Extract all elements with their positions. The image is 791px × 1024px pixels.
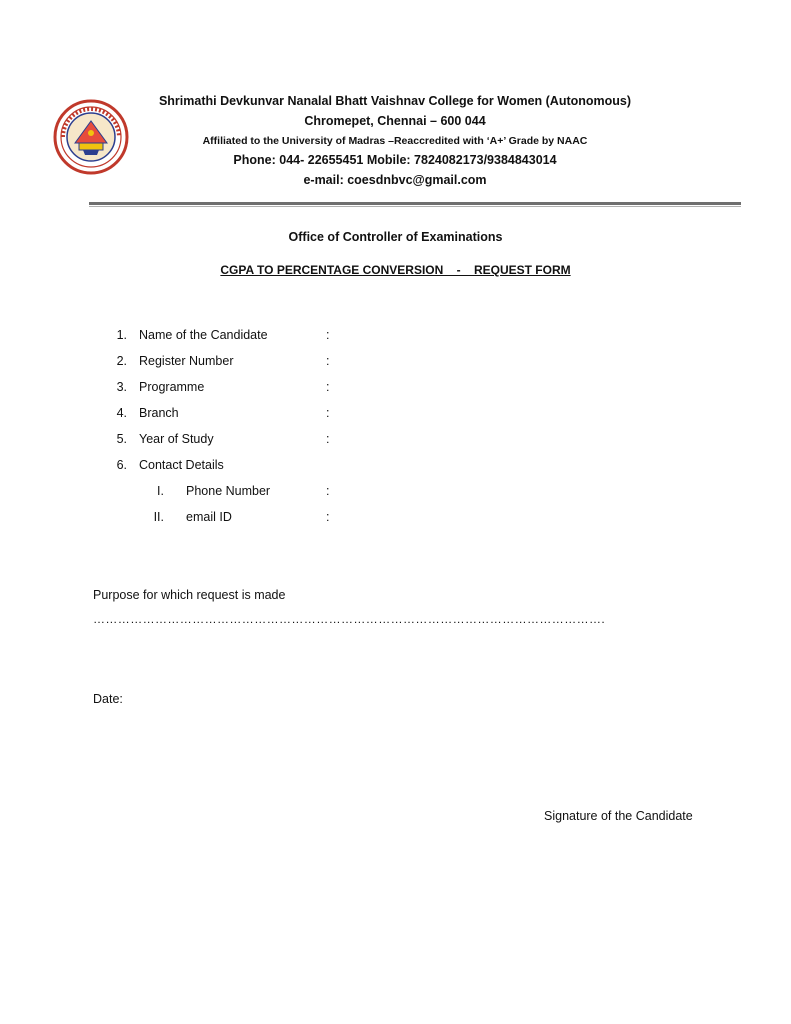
field-number: 3.: [116, 380, 127, 394]
field-colon: :: [326, 354, 330, 368]
college-emblem-icon: [53, 99, 129, 175]
college-affiliation: Affiliated to the University of Madras –Reaccredited with ‘A+’ Grade by NAAC: [202, 135, 588, 147]
office-title: Office of Controller of Examinations: [288, 230, 503, 244]
college-address: Chromepet, Chennai – 600 044: [304, 114, 486, 128]
purpose-dotted-line: …………………………………………………………………………………………………………….: [93, 612, 606, 626]
field-label-branch: Branch: [139, 406, 179, 420]
purpose-label: Purpose for which request is made: [93, 588, 286, 602]
signature-label: Signature of the Candidate: [544, 809, 693, 823]
field-colon: :: [326, 406, 330, 420]
form-title: [0, 263, 791, 277]
field-label-phone-number: Phone Number: [186, 484, 271, 498]
field-number: 2.: [116, 354, 127, 368]
field-label-register-number: Register Number: [139, 354, 234, 368]
field-label-name: Name of the Candidate: [139, 328, 268, 342]
field-colon: :: [326, 510, 330, 524]
field-label-contact-details: Contact Details: [139, 458, 224, 472]
field-label-year-of-study: Year of Study: [139, 432, 214, 446]
field-number: 5.: [116, 432, 127, 446]
date-label: Date:: [93, 692, 123, 706]
header-divider: [89, 202, 741, 205]
field-label-email-id: email ID: [186, 510, 232, 524]
field-number: 4.: [116, 406, 127, 420]
field-colon: :: [326, 484, 330, 498]
subfield-number: I.: [157, 484, 164, 498]
form-title-text: CGPA TO PERCENTAGE CONVERSION - REQUEST FORM: [220, 263, 571, 277]
field-label-programme: Programme: [139, 380, 205, 394]
subfield-number: II.: [153, 510, 164, 524]
college-phone: Phone: 044- 22655451 Mobile: 7824082173/9384843014: [233, 153, 557, 167]
college-email: e-mail: coesdnbvc@gmail.com: [303, 173, 487, 187]
field-colon: :: [326, 432, 330, 446]
college-name: Shrimathi Devkunvar Nanalal Bhatt Vaishnav College for Women (Autonomous): [158, 94, 632, 108]
field-colon: :: [326, 380, 330, 394]
field-number: 1.: [116, 328, 127, 342]
header-divider-thin: [89, 206, 741, 207]
field-number: 6.: [116, 458, 127, 472]
field-colon: :: [326, 328, 330, 342]
